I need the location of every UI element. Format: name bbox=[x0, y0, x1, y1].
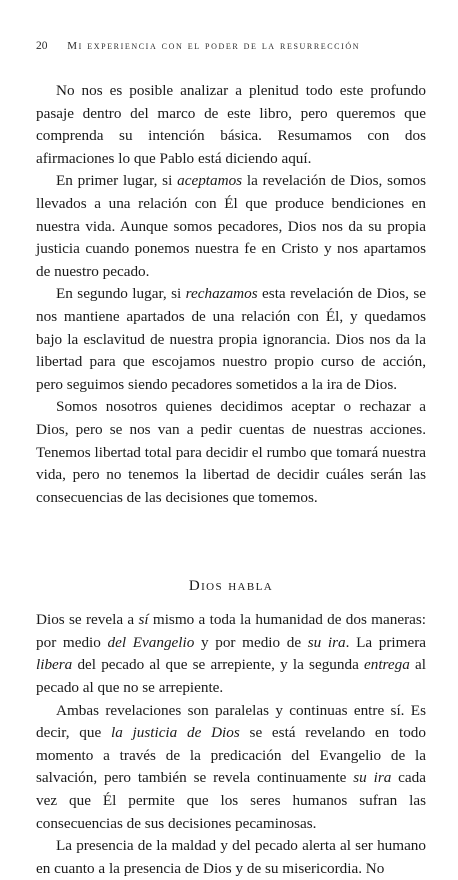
body-text bbox=[36, 80, 426, 880]
emphasis-text: rechazamos bbox=[185, 285, 258, 303]
text-run: la revelación de Dios, somos llevados a una relación con Él que produce bendiciones en nuestra vida. Aunque somos pecadores, Dios nos da su propia justicia cuando ponemos nuestra fe en Cristo y nos apartamos de nuestro pecado. bbox=[36, 172, 426, 280]
paragraph bbox=[36, 80, 426, 170]
text-run: cada vez que Él permite que los seres humanos sufran las consecuencias de sus decisiones pecaminosas. bbox=[36, 769, 426, 832]
paragraph-group-bottom bbox=[36, 609, 426, 880]
section-heading bbox=[36, 575, 426, 609]
paragraph-group-top bbox=[36, 80, 426, 509]
paragraph bbox=[36, 700, 426, 836]
running-title: Mi experiencia con el poder de la resurrección bbox=[67, 40, 361, 52]
text-run: mismo a toda la humanidad de dos maneras: por medio bbox=[36, 611, 427, 651]
paragraph bbox=[36, 609, 426, 699]
text-run: esta revelación de Dios, se nos mantiene apartados de una relación con Él, y quedamos bajo la esclavitud de nuestra propia ignorancia. Dios nos da la libertad para que escojamos nuestro propio curso de acción, pero seguimos siendo pecadores sometidos a la ira de Dios. bbox=[36, 285, 426, 393]
section-spacer bbox=[36, 509, 426, 575]
paragraph bbox=[36, 835, 426, 880]
text-run: del pecado al que se arrepiente, y la segunda bbox=[72, 656, 364, 674]
text-run: En segundo lugar, si bbox=[56, 285, 186, 303]
emphasis-text: del Evangelio bbox=[107, 633, 195, 651]
text-run: se está revelando en todo momento a través de la predicación del Evangelio de la salvación, pero también se revela continuamente bbox=[36, 724, 426, 787]
emphasis-text: la justicia de Dios bbox=[110, 724, 240, 742]
section-heading-text: Dios habla bbox=[188, 578, 274, 595]
page-number: 20 bbox=[36, 40, 48, 52]
emphasis-text: su ira bbox=[307, 633, 346, 651]
text-run: En primer lugar, si bbox=[56, 172, 178, 190]
text-run: Ambas revelaciones son paralelas y continuas entre sí. Es decir, que bbox=[36, 701, 426, 742]
emphasis-text: libera bbox=[36, 656, 73, 674]
text-run: y por medio de bbox=[194, 633, 308, 651]
emphasis-text: aceptamos bbox=[177, 172, 243, 190]
text-run: Dios se revela a bbox=[36, 611, 139, 629]
emphasis-text: su ira bbox=[353, 769, 392, 787]
running-head bbox=[36, 40, 426, 52]
emphasis-text: sí bbox=[138, 611, 149, 629]
emphasis-text: entrega bbox=[364, 656, 410, 674]
text-run: al pecado al que no se arrepiente. bbox=[36, 656, 426, 697]
paragraph bbox=[36, 170, 426, 283]
paragraph bbox=[36, 283, 426, 396]
paragraph bbox=[36, 396, 426, 509]
text-run: La presencia de la maldad y del pecado alerta al ser humano en cuanto a la presencia de Dios y de su misericordia. No bbox=[36, 837, 426, 877]
text-run: Somos nosotros quienes decidimos aceptar o rechazar a Dios, pero se nos van a pedir cuentas de nuestras acciones. Tenemos libertad total para decidir el rumbo que tomará nuestra vida, pero no tenemos la libertad de decidir cuáles serán las consecuencias de las decisiones que tomemos. bbox=[36, 398, 426, 506]
text-run: . La primera bbox=[345, 633, 426, 651]
text-run: No nos es posible analizar a plenitud todo este profundo pasaje dentro del marco de este libro, pero queremos que comprenda su intención básica. Resumamos con dos afirmaciones lo que Pablo está diciendo aquí. bbox=[36, 82, 426, 167]
